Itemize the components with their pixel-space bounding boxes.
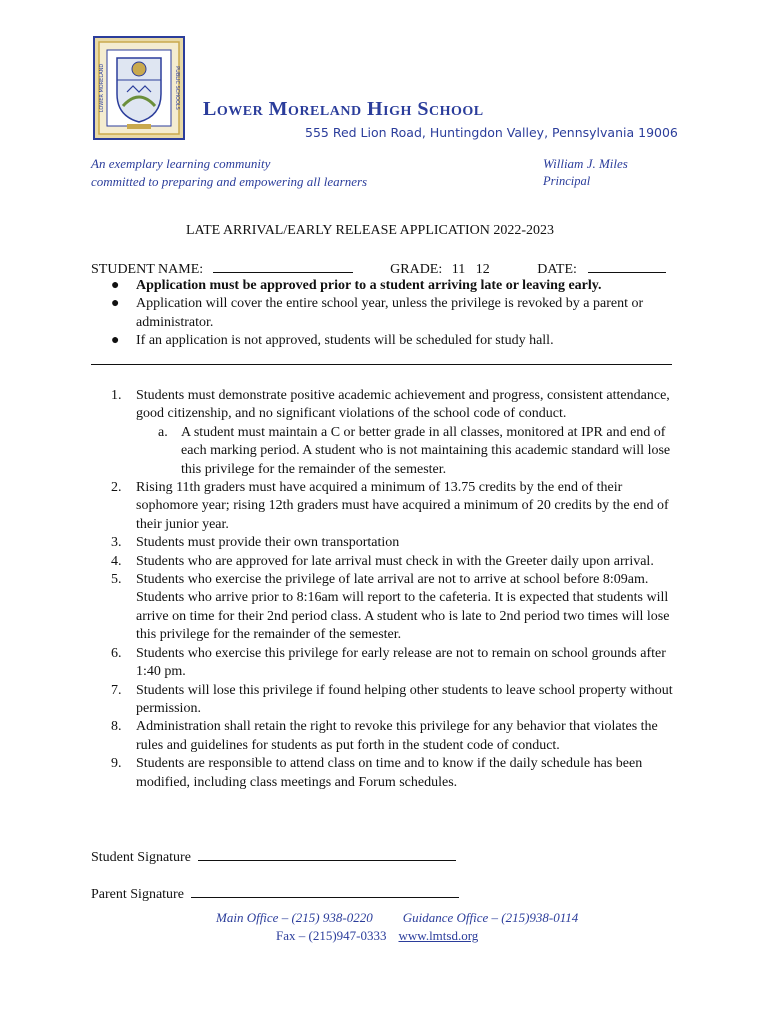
principal-title: Principal [543, 174, 591, 188]
document-title: LATE ARRIVAL/EARLY RELEASE APPLICATION 2022-2023 [186, 223, 555, 238]
bullet-icon: ● [111, 278, 120, 293]
school-name: Lower Moreland High School [203, 98, 484, 120]
list-item: 5. Students who exercise the privilege of late arrival are not to arrive at school before 8:09am. Students who arrive prior to 8:16am will report to the cafeteria. It is expected that students will arrive on time for their 2nd period class. A student who is late to 2nd period two times will lose this privilege for the remainder of the semester. [111, 572, 670, 643]
application-notes-list [91, 277, 681, 351]
student-info-line [91, 260, 691, 278]
fax-number: Fax – (215)947-0333 [276, 928, 387, 943]
date-label: DATE: [537, 262, 577, 277]
student-name-label: STUDENT NAME: [91, 262, 204, 277]
bullet-icon: ● [111, 333, 120, 349]
student-name-field[interactable] [213, 260, 353, 273]
parent-signature-field[interactable] [191, 885, 459, 898]
eligibility-rules-list [91, 387, 681, 792]
grade-label: GRADE: [390, 262, 443, 277]
list-item: 6. Students who exercise this privilege for early release are not to remain on school grounds after 1:40 pm. [111, 645, 666, 680]
sub-list-item: a. A student must maintain a C or better grade in all classes, monitored at IPR and end of each marking period. A student who is not maintaining this academic standard will lose this privilege for the remainder of the semester. [158, 424, 671, 477]
list-item: 7. Students will lose this privilege if found helping other students to leave school property without permission. [111, 682, 673, 716]
parent-signature-line [91, 885, 459, 903]
section-divider [91, 364, 672, 365]
list-item: 8. Administration shall retain the right to revoke this privilege for any behavior that violates the rules and guidelines for students as put forth in the student code of conduct. [111, 719, 658, 753]
student-signature-field[interactable] [198, 848, 456, 861]
svg-text:PUBLIC SCHOOLS: PUBLIC SCHOOLS [174, 66, 180, 110]
grade-options[interactable]: 11 12 [451, 262, 490, 277]
footer-phone-line [216, 910, 578, 926]
list-item: 3. Students must provide their own transportation [111, 535, 400, 551]
list-item: ● If an application is not approved, students will be scheduled for study hall. [91, 332, 681, 350]
list-item: ● Application must be approved prior to a student arriving late or leaving early. [91, 277, 681, 295]
main-office-phone: Main Office – (215) 938-0220 [216, 910, 373, 925]
list-item: 2. Rising 11th graders must have acquired a minimum of 13.75 credits by the end of their sophomore year; rising 12th graders must have acquired a minimum of 20 credits by the end of their junior year. [111, 480, 669, 532]
list-item: 9. Students are responsible to attend class on time and to know if the daily schedule has been modified, including class meetings and Forum schedules. [111, 756, 643, 790]
footer-contact-line [276, 928, 478, 944]
svg-text:LOWER MORELAND: LOWER MORELAND [99, 63, 105, 113]
list-item: 1. Students must demonstrate positive academic achievement and progress, consistent attendance, good citizenship, and no significant violations of the school code of conduct. [111, 388, 670, 422]
parent-signature-label: Parent Signature [91, 887, 184, 902]
school-seal-logo [93, 36, 185, 140]
website-link[interactable]: www.lmtsd.org [398, 928, 479, 943]
tagline-line-1: An exemplary learning community [91, 156, 271, 171]
guidance-office-phone: Guidance Office – (215)938-0114 [402, 910, 579, 925]
bullet-icon: ● [111, 296, 120, 312]
list-item: 4. Students who are approved for late arrival must check in with the Greeter daily upon arrival. [111, 553, 654, 569]
list-item: ● Application will cover the entire school year, unless the privilege is revoked by a parent or administrator. [111, 296, 644, 330]
date-field[interactable] [588, 260, 666, 273]
principal-name: William J. Miles [543, 156, 628, 171]
school-address: 555 Red Lion Road, Huntingdon Valley, Pennsylvania 19006 [305, 125, 678, 140]
tagline-line-2: committed to preparing and empowering all learners [91, 174, 368, 189]
student-signature-line [91, 848, 456, 866]
student-signature-label: Student Signature [91, 850, 191, 865]
